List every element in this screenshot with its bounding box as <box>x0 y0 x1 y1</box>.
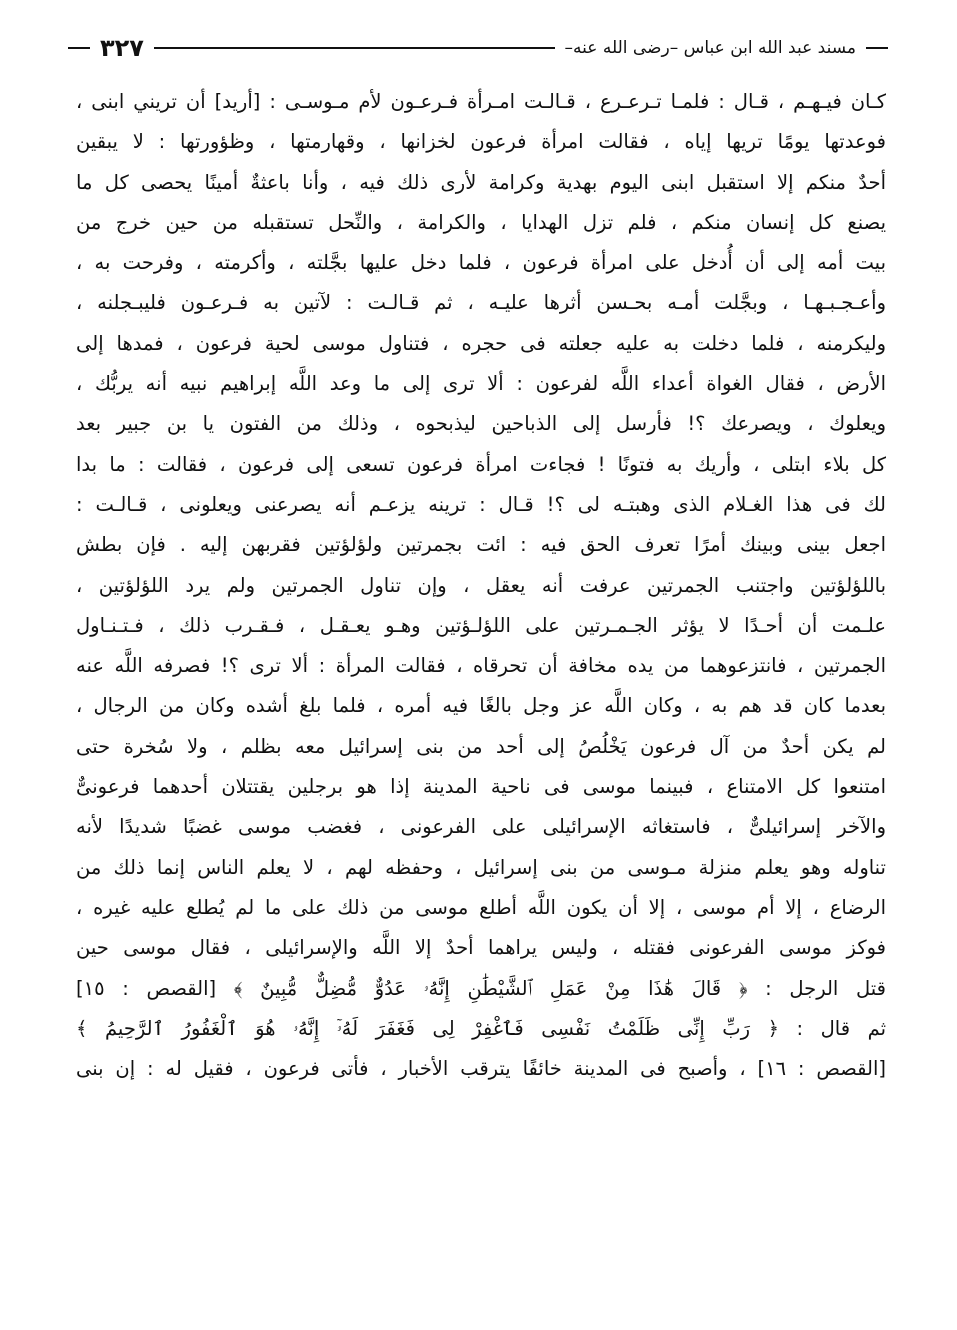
header-rule <box>154 47 555 49</box>
text-line: بعدما كان قد هم به ، وكان اللَّه عز وجل بالغًا فيه أمره ، فلما بلغ أشده وكان من الرجال ، <box>76 694 886 718</box>
quran-verse-line: قتل الرجل : ﴿ قَالَ هَٰذَا مِنْ عَمَلِ ٱلشَّيْطَٰنِ إِنَّهُۥ عَدُوٌّ مُّضِلٌّ مُّبِينٌ ﴾ [القصص : ١٥] <box>76 976 886 1000</box>
text-line: الأرض ، فقال الغواة أعداء اللَّه لفرعون : ألا ترى إلى ما وعد اللَّه إبراهيم نبيه أنه يربُّك ، <box>76 372 886 396</box>
text-line: فوعدتها يومًا تريها إياه ، فقالت امرأة فرعون لخزانها ، وقهارمتها ، وظؤورتها : لا يبقين <box>76 130 886 154</box>
text-line: علـمت أن أحـدًا لا يؤثر الجـمـرتين على اللؤلـؤتين وهـو يعـقـل ، فـقـرب ذلك ، فـتـنـاول <box>76 613 886 637</box>
text-line: يصنع كل إنسان منكم ، فلم تزل الهدايا ، والكرامة ، والنِّحل تستقبله من حين خرج من <box>76 210 886 234</box>
quran-verse-line: ثم قال : ﴿ رَبِّ إِنِّى ظَلَمْتُ نَفْسِى فَٱغْفِرْ لِى فَغَفَرَ لَهُۥٓ إِنَّهُۥ هُوَ ٱلْغَفُورُ ٱلرَّحِيمُ ﴾ <box>76 1016 886 1040</box>
text-line: الرضاع ، إلا أم موسى ، إلا أن يكون اللَّه أطلع موسى من ذلك على ما لم يُطلع عليه غيره ، <box>76 895 886 919</box>
text-line: ويعلوك ، ويصرعك ؟! فأرسل إلى الذباحين ليذبحوه ، وذلك من الفتون يا بن جبير بعد <box>76 412 886 436</box>
text-line: بيت أمه إلى أن أُدخل على امرأة فرعون ، فلما دخل عليها بجَّلته ، وأكرمته ، وفرحت به ، <box>76 251 886 275</box>
text-line: لم يكن أحدٌ من آل فرعون يَخْلُصُ إلى أحد من بنى إسرائيل معه بظلم ، ولا سُخرة حتى <box>76 734 886 758</box>
text-line: اجعل بينى وبينك أمرًا تعرف الحق فيه : ائت بجمرتين ولؤلؤتين فقربهن إليه . فإن بطش <box>76 533 886 557</box>
text-line: فوكز موسى الفرعونى فقتله ، وليس يراهما أحدٌ إلا اللَّه والإسرائيلى ، فقال موسى حين <box>76 936 886 960</box>
text-line: كـان فيـهـم ، قـال : فلمـا تـرعـرع ، قـالـت امـرأة فـرعـون لأم مـوسـى : [أريد] أن تريني ابنى ، <box>76 90 886 113</box>
text-line: وليكرمنه ، فلما دخلت به عليه جعلته فى حجره ، فتناول موسى لحية فرعون ، فمدها إلى <box>76 331 886 355</box>
page-header <box>68 30 888 66</box>
text-line: الجمرتين ، فانتزعوهما من يده مخافة أن تحرقاه ، فقالت المرأة : ألا ترى ؟! فصرفه اللَّه عنه <box>76 654 886 678</box>
text-line: تناوله وهو يعلم منزلة مـوسى من بنى إسرائيل ، وحفظه لهم ، لا يعلم الناس إنما ذلك من <box>76 855 886 879</box>
text-line: أحدٌ منكم إلا استقبل ابنى اليوم بهدية وكرامة لأرى ذلك فيه ، وأنا باعثةٌ أمينًا يحصى كل ما <box>76 170 886 194</box>
header-dash-right <box>866 47 888 49</box>
text-line: [القصص : ١٦] ، وأصبح فى المدينة خائفًا يترقب الأخبار ، فأتى فرعون ، فقيل له : إن بنى <box>76 1057 886 1081</box>
body-text <box>76 82 886 1089</box>
text-line: وأعـجـبـهـا ، وبجَّلت أمـه بحـسن أثرها عليـه ، ثم قـالـت : لآتين به فـرعـون فليبـجلنه ، <box>76 291 886 315</box>
page-number: ٣٢٧ <box>100 34 144 62</box>
text-line: والآخر إسرائيلىٌّ ، فاستغاثه الإسرائيلى على الفرعونى ، فغضب موسى غضبًا شديدًا لأنه <box>76 815 886 839</box>
text-line: باللؤلؤتين واجتنب الجمرتين عرفت أنه يعقل ، وإن تناول الجمرتين ولم يرد اللؤلؤتين ، <box>76 573 886 597</box>
text-line: امتنعوا كل الامتناع ، فبينما موسى فى ناحية المدينة إذا هو برجلين يقتتلان أحدهما فرعونىٌّ <box>76 775 886 799</box>
text-line: لك فى هذا الغـلام الذى وهبتـه لى ؟! قـال : ترينه يزعـم أنه يصرعنى ويعلونى ، قـالـت : <box>76 492 886 516</box>
text-line: كل بلاء ابتلى ، وأريك به فتونًا ! فجاءت امرأة فرعون تسعى إلى فرعون ، فقالت : ما بدا <box>76 452 886 476</box>
header-dash-left <box>68 47 90 49</box>
running-title: مسند عبد الله ابن عباس –رضى الله عنه– <box>564 38 856 58</box>
